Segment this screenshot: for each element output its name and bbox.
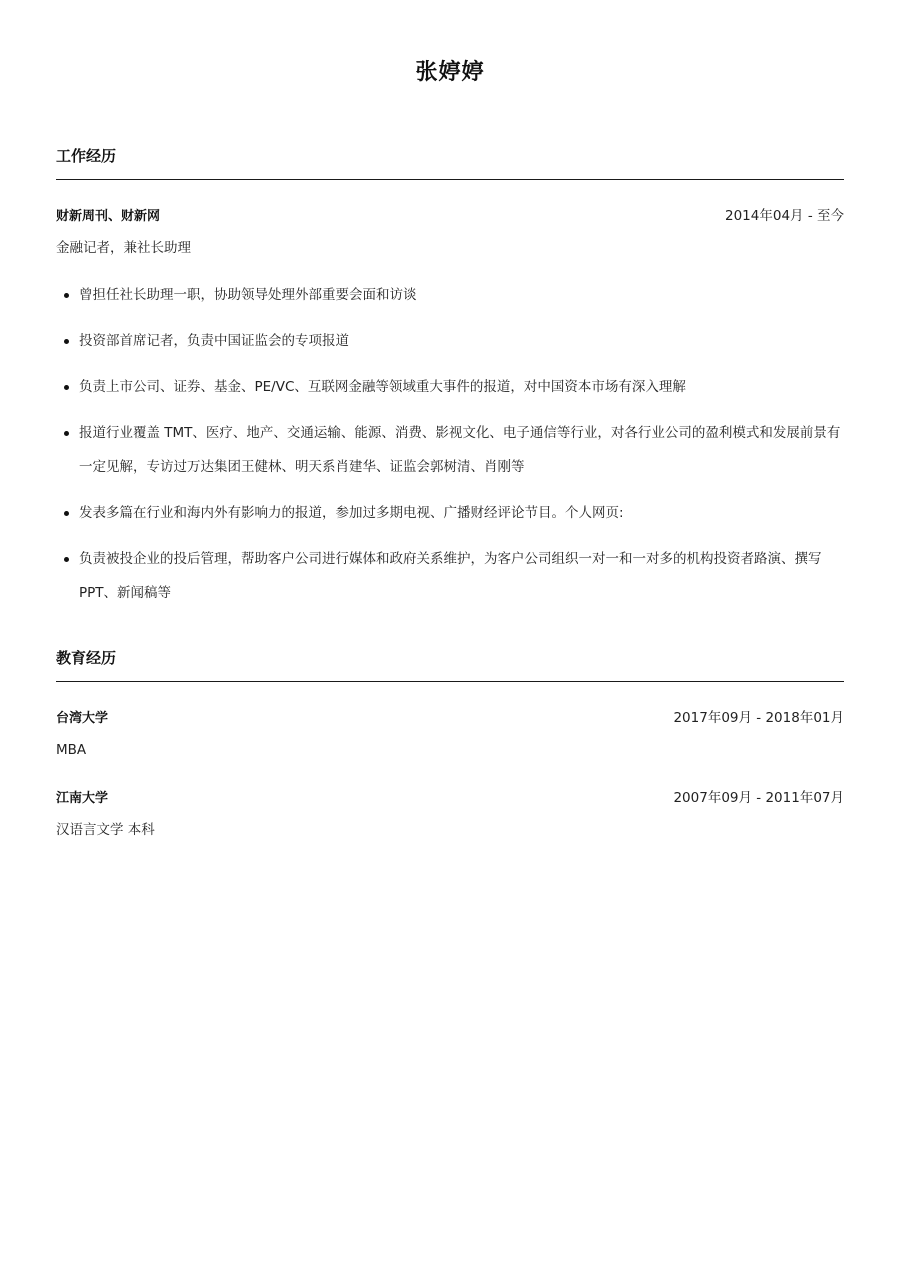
work-entry <box>56 204 844 610</box>
section-divider <box>56 179 844 180</box>
section-divider <box>56 681 844 682</box>
degree: MBA <box>56 742 87 758</box>
study-dates: 2017年09月 - 2018年01月 <box>673 710 844 726</box>
section-title-education: 教育经历 <box>56 649 117 667</box>
candidate-name: 张婷婷 <box>415 60 485 85</box>
school-name: 台湾大学 <box>56 710 109 726</box>
education-section <box>56 647 844 840</box>
list-item: 报道行业覆盖 TMT、医疗、地产、交通运输、能源、消费、影视文化、电子通信等行业，对各行业公司的盈利模式和发展前景有一定见解，专访过万达集团王健林、明天系肖建华、证监会郭树清、肖刚等 <box>56 416 844 484</box>
education-entry <box>56 786 844 840</box>
list-item: 负责被投企业的投后管理，帮助客户公司进行媒体和政府关系维护，为客户公司组织一对一和一对多的机构投资者路演、撰写PPT、新闻稿等 <box>56 542 844 610</box>
entry-header <box>56 204 844 224</box>
work-experience-section <box>56 145 844 622</box>
degree: 汉语言文学 本科 <box>56 822 155 838</box>
entry-header <box>56 786 844 806</box>
entry-header <box>56 706 844 726</box>
company-name: 财新周刊、财新网 <box>56 208 161 224</box>
list-item: 投资部首席记者，负责中国证监会的专项报道 <box>56 324 844 358</box>
section-title-work: 工作经历 <box>56 147 117 165</box>
job-title: 金融记者，兼社长助理 <box>56 240 191 256</box>
education-entry <box>56 706 844 760</box>
employment-dates: 2014年04月 - 至今 <box>725 208 844 224</box>
study-dates: 2007年09月 - 2011年07月 <box>673 790 844 806</box>
list-item: 发表多篇在行业和海内外有影响力的报道，参加过多期电视、广播财经评论节目。个人网页: <box>56 496 844 530</box>
list-item: 曾担任社长助理一职，协助领导处理外部重要会面和访谈 <box>56 278 844 312</box>
school-name: 江南大学 <box>56 790 109 806</box>
responsibilities-list <box>56 278 844 610</box>
list-item: 负责上市公司、证券、基金、PE/VC、互联网金融等领域重大事件的报道，对中国资本市场有深入理解 <box>56 370 844 404</box>
